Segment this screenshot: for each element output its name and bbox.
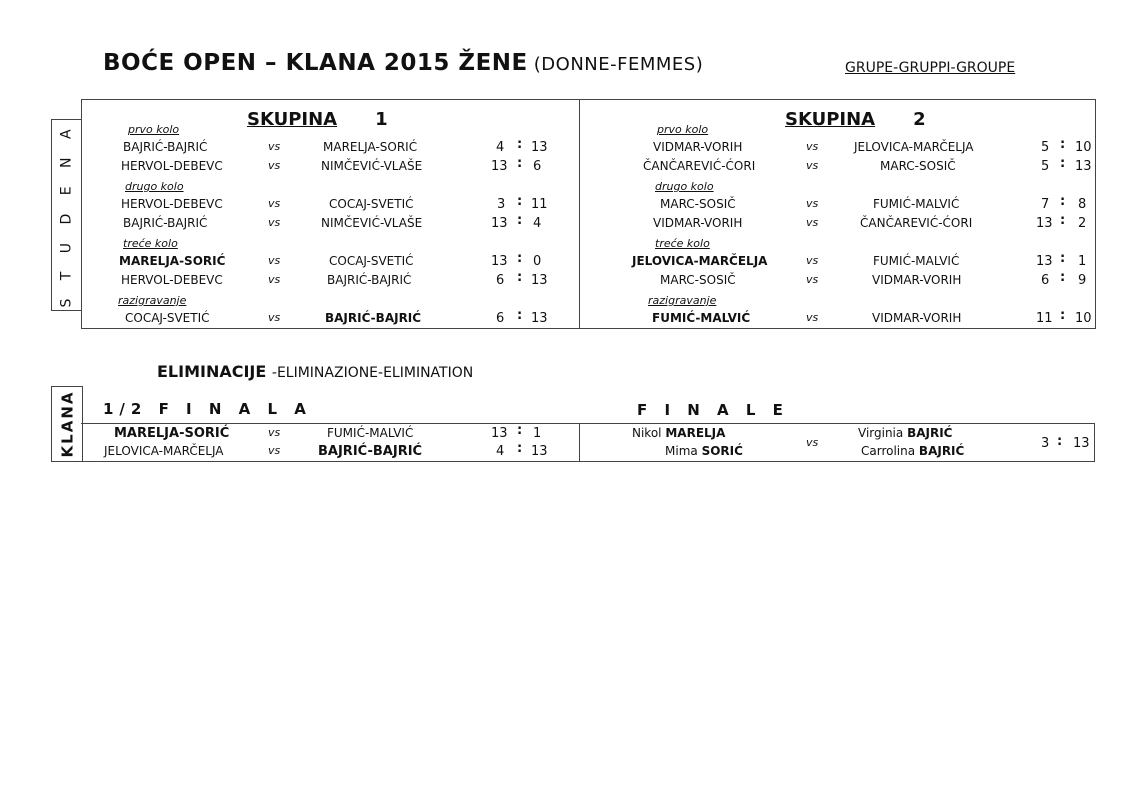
match-team2: NIMČEVIĆ-VLAŠE (321, 216, 423, 230)
match-score2: 13 (531, 140, 548, 155)
group-2-round-label: treće kolo (655, 237, 710, 250)
match-team1: MARC-SOSIČ (660, 273, 736, 287)
score-separator: : (1060, 156, 1066, 171)
group-1-round-label: razigravanje (118, 294, 187, 307)
match-team2: VIDMAR-VORIH (872, 273, 962, 287)
group-2-heading (785, 109, 926, 130)
score-separator: : (1060, 194, 1066, 209)
elimination-title-sub: -ELIMINAZIONE-ELIMINATION (271, 365, 474, 381)
match-team1: VIDMAR-VORIH (653, 140, 743, 154)
match-team2: MARC-SOSIČ (880, 159, 956, 173)
player-first-name: Mima (665, 444, 698, 458)
group-1-name: SKUPINA (247, 109, 338, 130)
date-label-box (51, 119, 82, 311)
match-team1: VIDMAR-VORIH (653, 216, 743, 230)
vs-label: vs (268, 140, 281, 153)
vs-label: vs (806, 159, 819, 172)
player-first-name: Carrolina (861, 444, 916, 458)
title-sub: (DONNE-FEMMES) (533, 54, 704, 75)
match-team2: COCAJ-SVETIĆ (329, 197, 414, 211)
score-separator: : (1060, 137, 1066, 152)
match-score2: 2 (1078, 216, 1087, 231)
match-score2: 10 (1075, 311, 1092, 326)
player-last-name: SORIĆ (701, 444, 743, 458)
player-last-name: BAJRIĆ (907, 426, 953, 440)
final-score2: 13 (1073, 436, 1090, 451)
match-team1: FUMIĆ-MALVIĆ (652, 311, 751, 325)
final-score1: 3 (1041, 436, 1050, 451)
match-team2: COCAJ-SVETIĆ (329, 254, 414, 268)
vs-label: vs (806, 311, 819, 324)
score-separator: : (517, 251, 523, 266)
final-player (861, 444, 964, 458)
match-score1: 6 (496, 311, 505, 326)
semifinal-score2: 1 (533, 426, 542, 441)
match-team1: HERVOL-DEBEVC (121, 159, 223, 173)
semifinal-team2: BAJRIĆ-BAJRIĆ (318, 444, 423, 459)
match-team2: BAJRIĆ-BAJRIĆ (327, 273, 412, 287)
venue-label-box (51, 386, 83, 462)
match-team2: FUMIĆ-MALVIĆ (873, 197, 960, 211)
vs-label: vs (268, 216, 281, 229)
final-label: F I N A L E (637, 401, 789, 419)
group-2-round-label: prvo kolo (657, 123, 709, 136)
match-team1: MARELJA-SORIĆ (119, 254, 226, 268)
group-1-round-label: prvo kolo (128, 123, 180, 136)
groups-table (81, 99, 1096, 329)
score-separator: : (517, 137, 523, 152)
match-team2: BAJRIĆ-BAJRIĆ (325, 311, 422, 325)
match-score1: 4 (496, 140, 505, 155)
final-player (665, 444, 743, 458)
group-1-round-label: treće kolo (123, 237, 178, 250)
date-label: S T U D E N A (59, 122, 75, 308)
group-1-round-label: drugo kolo (125, 180, 184, 193)
match-score1: 5 (1041, 159, 1050, 174)
match-score2: 9 (1078, 273, 1087, 288)
elimination-divider (579, 423, 580, 461)
group-2-name: SKUPINA (785, 109, 876, 130)
semifinal-score1: 13 (491, 426, 508, 441)
match-score2: 11 (531, 197, 548, 212)
group-1-number: 1 (375, 109, 388, 130)
match-score1: 7 (1041, 197, 1050, 212)
match-team1: ČANČAREVIĆ-ĆORI (643, 159, 756, 173)
semifinal-team2: FUMIĆ-MALVIĆ (327, 426, 414, 440)
player-first-name: Nikol (632, 426, 662, 440)
group-2-round-label: razigravanje (648, 294, 717, 307)
match-score1: 13 (1036, 254, 1053, 269)
match-score1: 13 (491, 254, 508, 269)
semifinal-score1: 4 (496, 444, 505, 459)
match-score2: 13 (1075, 159, 1092, 174)
score-separator: : (517, 213, 523, 228)
vs-label: vs (268, 311, 281, 324)
score-separator: : (1060, 213, 1066, 228)
match-score2: 8 (1078, 197, 1087, 212)
match-score1: 13 (491, 216, 508, 231)
vs-label: vs (268, 197, 281, 210)
match-team2: MARELJA-SORIĆ (323, 140, 418, 154)
match-score2: 4 (533, 216, 542, 231)
score-separator: : (517, 194, 523, 209)
vs-label: vs (268, 273, 281, 286)
semifinal-team1: JELOVICA-MARČELJA (104, 444, 224, 458)
score-separator: : (517, 308, 523, 323)
groups-divider (579, 100, 580, 328)
match-team2: NIMČEVIĆ-VLAŠE (321, 159, 423, 173)
match-team2: VIDMAR-VORIH (872, 311, 962, 325)
match-score1: 13 (1036, 216, 1053, 231)
match-team2: ČANČAREVIĆ-ĆORI (860, 216, 973, 230)
player-last-name: MARELJA (665, 426, 726, 440)
match-team2: JELOVICA-MARČELJA (854, 140, 974, 154)
match-score2: 10 (1075, 140, 1092, 155)
vs-label: vs (806, 197, 819, 210)
score-separator: : (517, 441, 523, 456)
match-score1: 3 (497, 197, 506, 212)
vs-label: vs (268, 426, 281, 439)
semifinal-score2: 13 (531, 444, 548, 459)
vs-label: vs (268, 159, 281, 172)
score-separator: : (517, 423, 523, 438)
match-team1: BAJRIĆ-BAJRIĆ (123, 216, 208, 230)
semifinal-team1: MARELJA-SORIĆ (114, 426, 230, 441)
player-last-name: BAJRIĆ (918, 444, 965, 458)
match-score2: 6 (533, 159, 542, 174)
match-team1: HERVOL-DEBEVC (121, 273, 223, 287)
score-separator: : (517, 270, 523, 285)
match-score2: 13 (531, 311, 548, 326)
match-team1: JELOVICA-MARČELJA (632, 254, 768, 268)
title-main: BOĆE OPEN – KLANA 2015 ŽENE (103, 50, 528, 76)
player-first-name: Virginia (858, 426, 904, 440)
match-score1: 5 (1041, 140, 1050, 155)
match-score1: 13 (491, 159, 508, 174)
match-team1: COCAJ-SVETIĆ (125, 311, 210, 325)
match-score2: 1 (1078, 254, 1087, 269)
vs-label: vs (806, 140, 819, 153)
score-separator: : (1057, 434, 1063, 449)
vs-label: vs (268, 254, 281, 267)
vs-label: vs (806, 273, 819, 286)
vs-label: vs (806, 216, 819, 229)
vs-label: vs (806, 254, 819, 267)
match-score1: 11 (1036, 311, 1053, 326)
score-separator: : (1060, 308, 1066, 323)
match-team1: MARC-SOSIČ (660, 197, 736, 211)
group-2-number: 2 (913, 109, 926, 130)
match-score1: 6 (496, 273, 505, 288)
final-player (632, 426, 725, 440)
groups-label: GRUPE-GRUPPI-GROUPE (845, 60, 1016, 76)
score-separator: : (1060, 251, 1066, 266)
venue-label: KLANA (58, 390, 77, 458)
match-score1: 6 (1041, 273, 1050, 288)
semifinal-label: 1/2 F I N A L A (103, 400, 312, 418)
match-team1: BAJRIĆ-BAJRIĆ (123, 140, 208, 154)
page-title (103, 50, 703, 76)
group-2-round-label: drugo kolo (655, 180, 714, 193)
elimination-heading (157, 362, 473, 381)
match-score2: 0 (533, 254, 542, 269)
elimination-title: ELIMINACIJE (157, 362, 267, 381)
match-score2: 13 (531, 273, 548, 288)
score-separator: : (517, 156, 523, 171)
final-player (858, 426, 953, 440)
score-separator: : (1060, 270, 1066, 285)
group-1-heading (247, 109, 388, 130)
vs-label: vs (806, 436, 819, 449)
match-team1: HERVOL-DEBEVC (121, 197, 223, 211)
vs-label: vs (268, 444, 281, 457)
match-team2: FUMIĆ-MALVIĆ (873, 254, 960, 268)
